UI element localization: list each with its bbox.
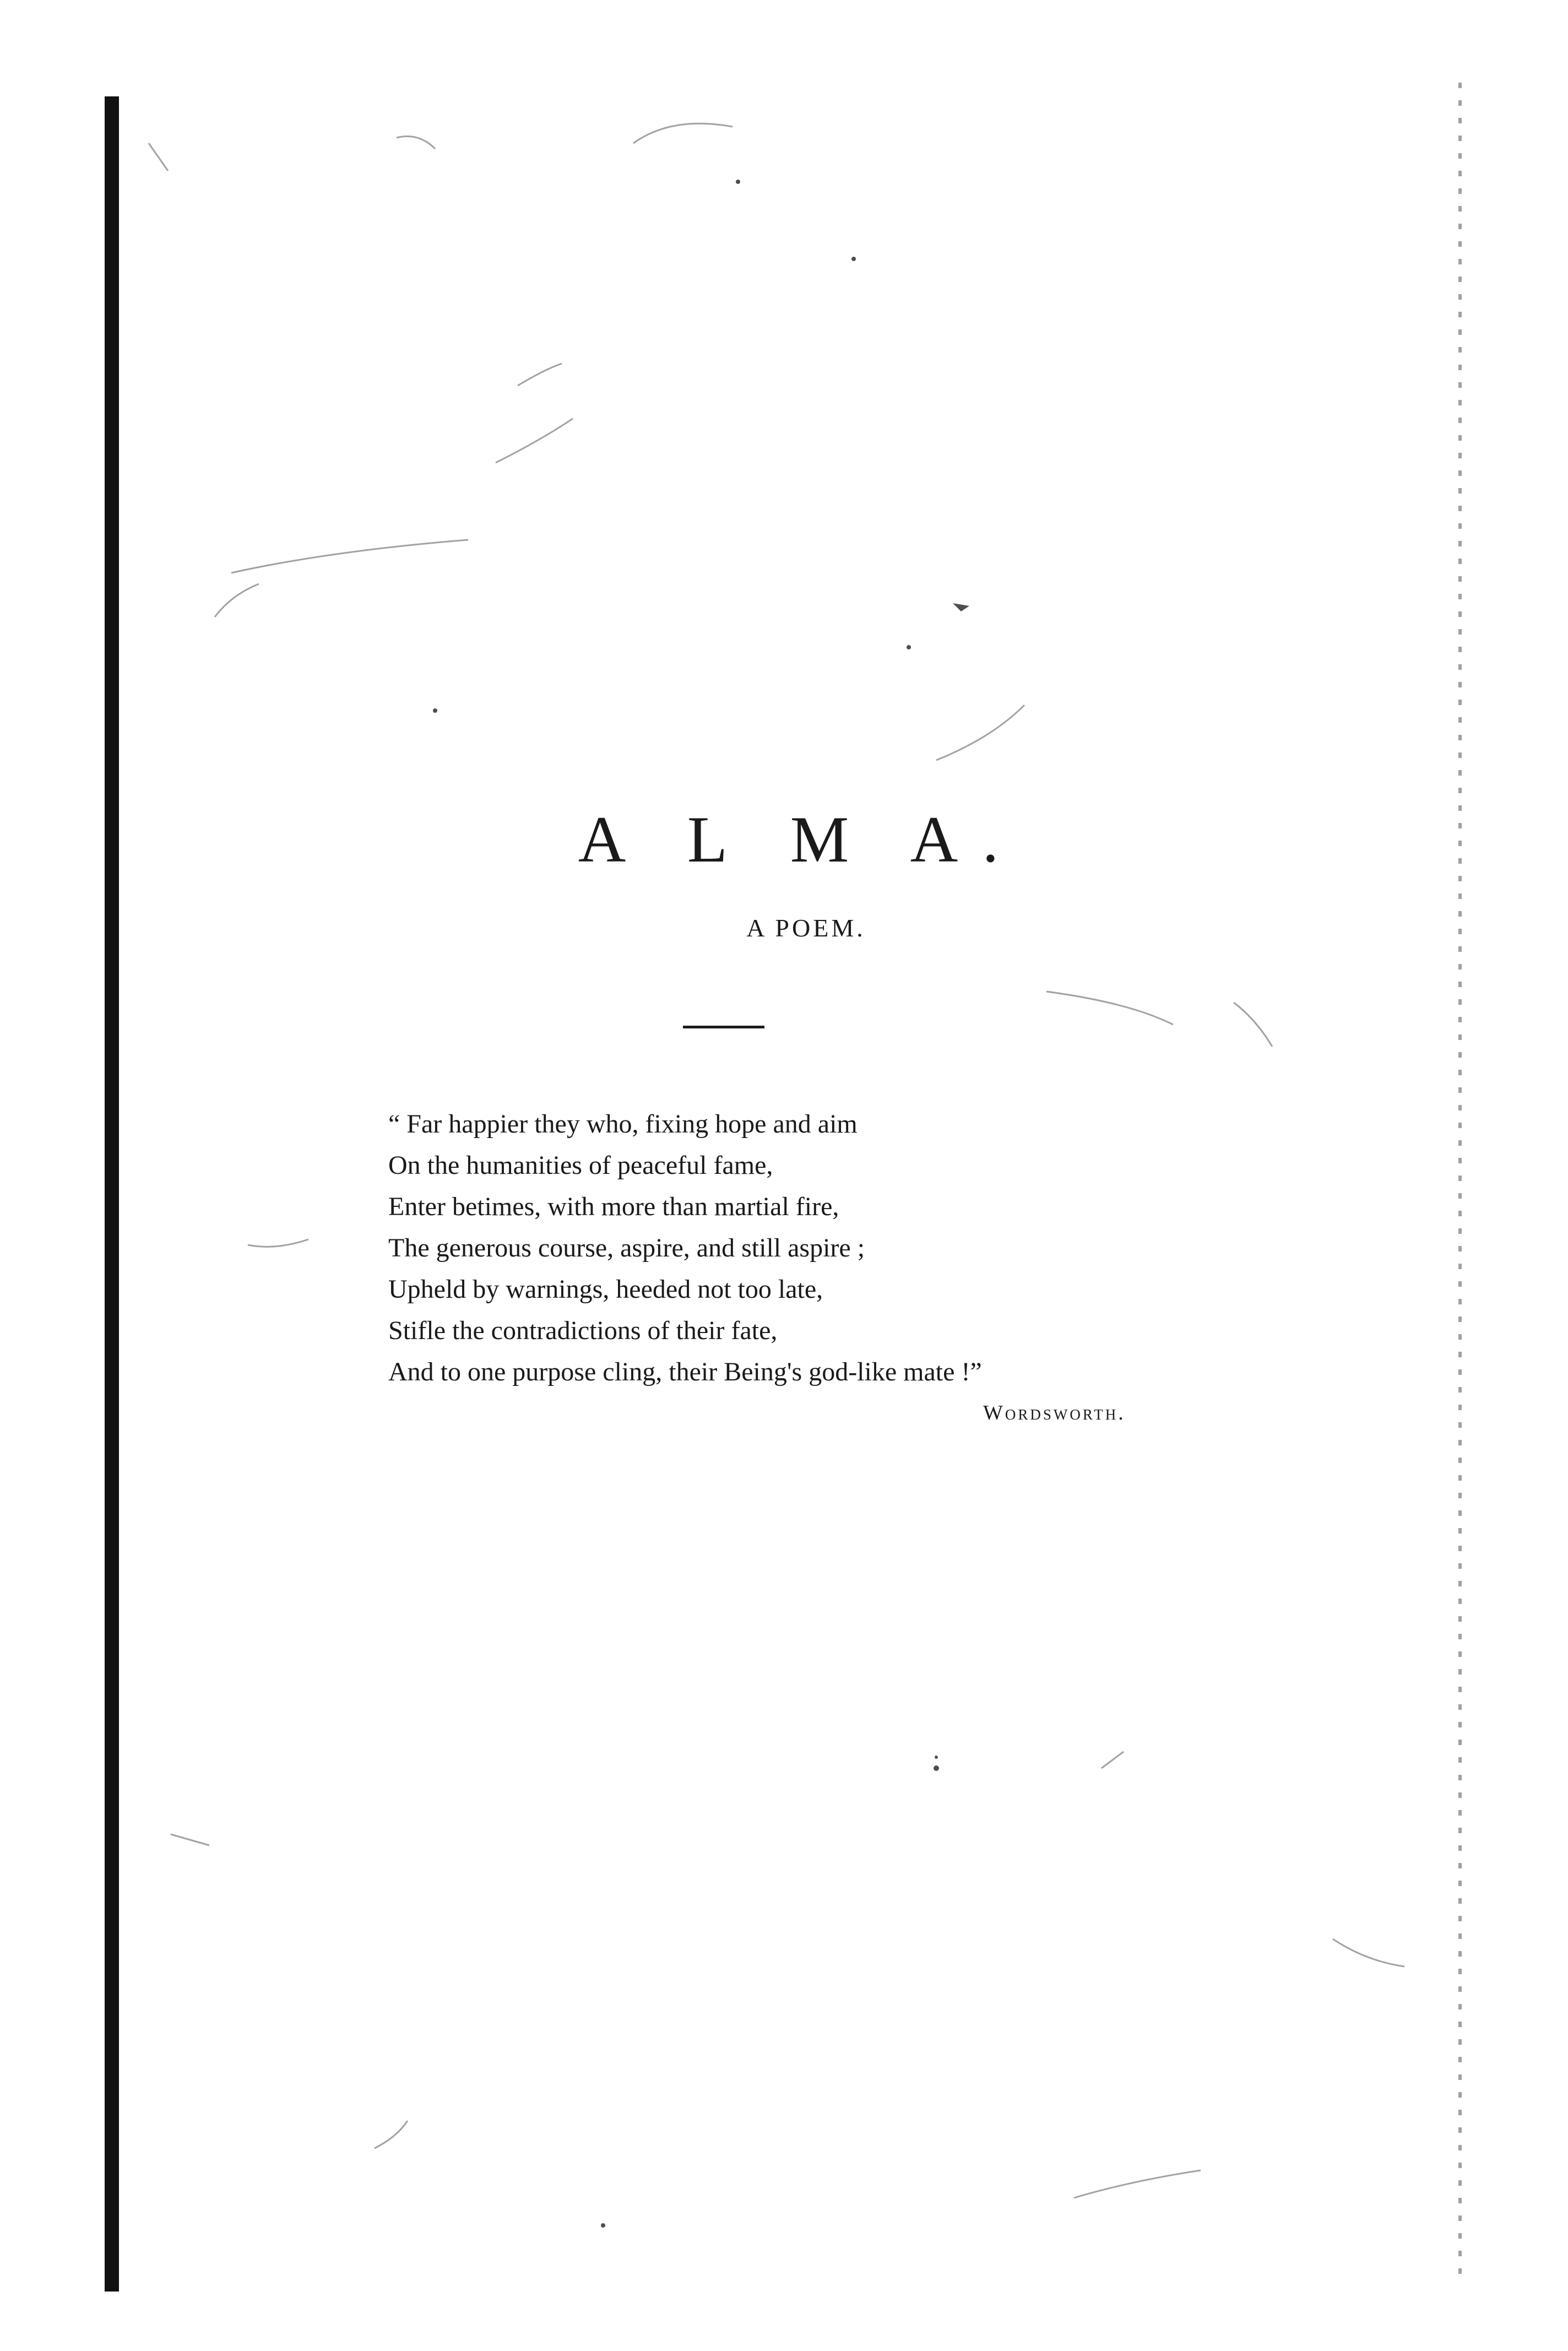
epigraph-attribution: Wordsworth. bbox=[983, 1401, 1126, 1424]
epigraph-line: “ Far happier they who, fixing hope and aim bbox=[388, 1109, 858, 1139]
page-subtitle: A POEM. bbox=[746, 914, 866, 942]
epigraph-line: Stifle the contradictions of their fate, bbox=[388, 1316, 778, 1345]
epigraph-line: On the humanities of peaceful fame, bbox=[388, 1151, 773, 1180]
epigraph-line: Upheld by warnings, heeded not too late, bbox=[388, 1275, 823, 1304]
epigraph-line: Enter betimes, with more than martial fire, bbox=[388, 1192, 839, 1221]
page-title: A L M A. bbox=[578, 803, 1023, 876]
epigraph-line: The generous course, aspire, and still aspire ; bbox=[388, 1233, 865, 1263]
epigraph-line: And to one purpose cling, their Being's god-like mate !” bbox=[388, 1357, 982, 1386]
epigraph bbox=[388, 1103, 1214, 1393]
divider-rule bbox=[683, 1026, 764, 1028]
